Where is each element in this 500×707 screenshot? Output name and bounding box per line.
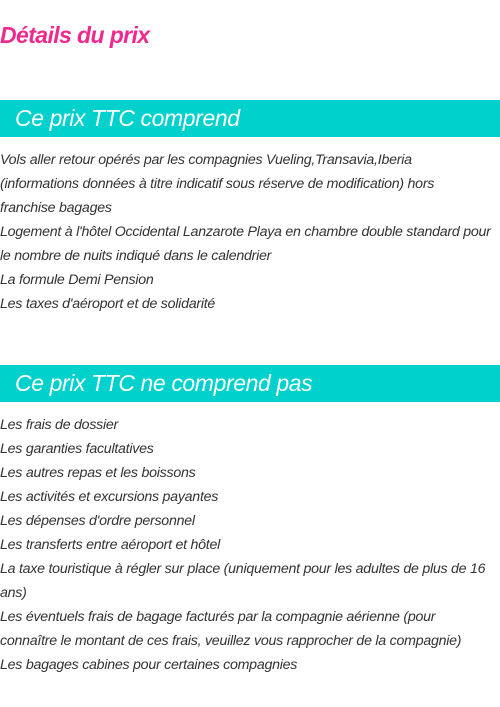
list-item: Les dépenses d'ordre personnel [0, 513, 195, 529]
included-list [0, 148, 492, 316]
list-item: Logement à l'hôtel Occidental Lanzarote Playa en chambre double standard pour le nombre de nuits indiqué dans le calendrier [0, 224, 491, 264]
list-item: Les transferts entre aéroport et hôtel [0, 537, 220, 553]
list-item: Les éventuels frais de bagage facturés par la compagnie aérienne (pour connaître le montant de ces frais, veuillez vous rapprocher de la compagnie) [0, 609, 462, 649]
list-item: Les frais de dossier [0, 417, 119, 433]
list-item: Les activités et excursions payantes [0, 489, 219, 505]
list-item: Les taxes d'aéroport et de solidarité [0, 296, 216, 312]
list-item: Vols aller retour opérés par les compagnies Vueling,Transavia,Iberia (informations données à titre indicatif sous réserve de modification) hors franchise bagages [0, 152, 435, 216]
included-section [0, 100, 500, 316]
list-item: Les autres repas et les boissons [0, 465, 196, 481]
excluded-list [0, 413, 492, 677]
list-item: Les garanties facultatives [0, 441, 154, 457]
excluded-section [0, 365, 500, 677]
list-item: Les bagages cabines pour certaines compagnies [0, 657, 298, 673]
list-item: La taxe touristique à régler sur place (uniquement pour les adultes de plus de 16 ans) [0, 561, 486, 601]
list-item: La formule Demi Pension [0, 272, 154, 288]
excluded-heading: Ce prix TTC ne comprend pas [0, 365, 500, 402]
page-title: Détails du prix [0, 22, 150, 48]
included-heading: Ce prix TTC comprend [0, 100, 500, 137]
